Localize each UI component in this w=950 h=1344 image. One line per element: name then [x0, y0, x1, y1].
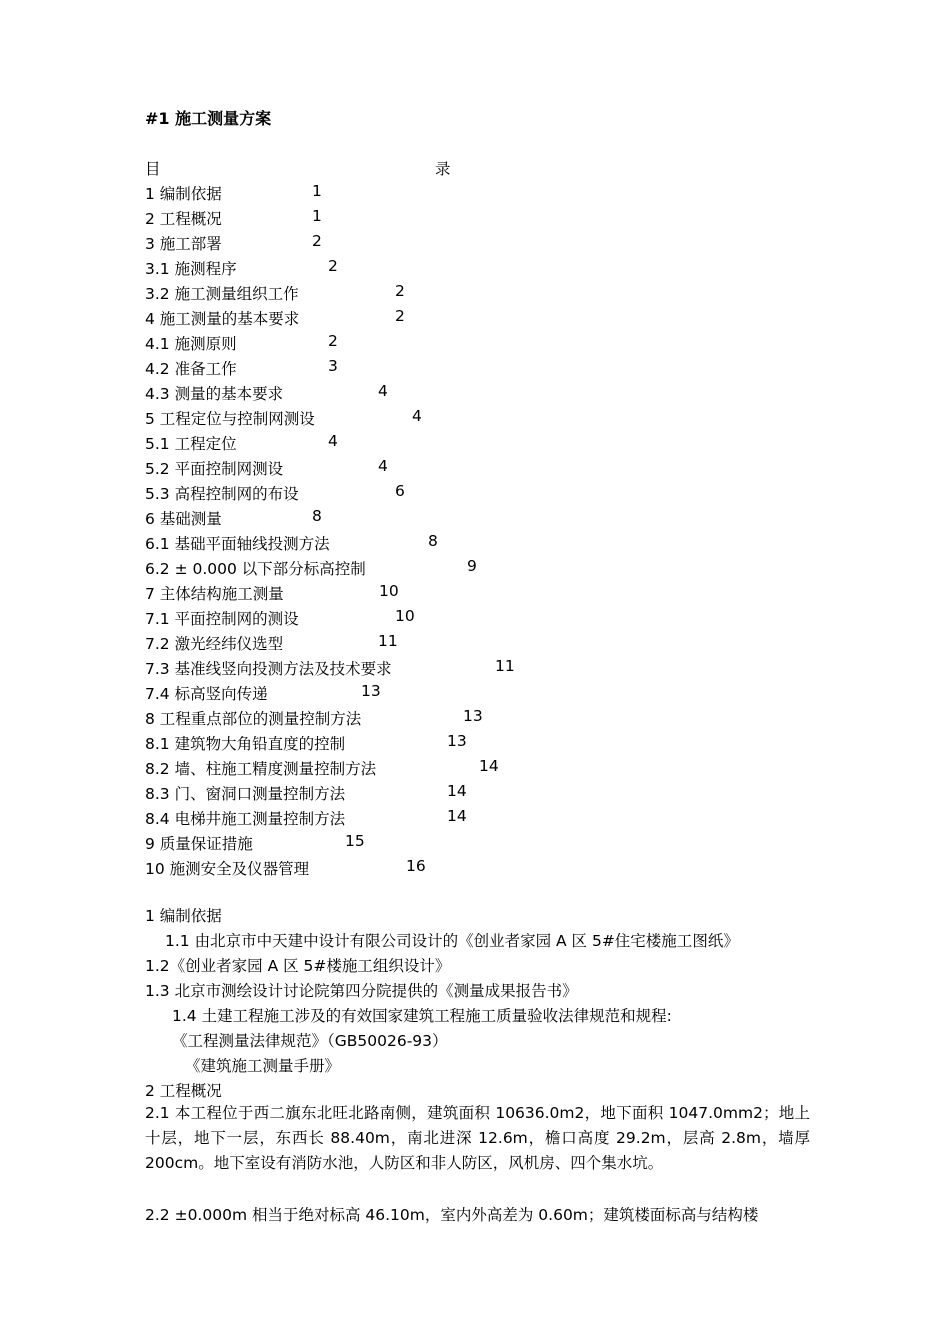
toc-item-label: 5.3 高程控制网的布设: [145, 485, 299, 503]
toc-item-page: 4: [328, 432, 338, 450]
basis-standard-1: 《工程测量法律规范》（GB50026-93）: [172, 1032, 448, 1050]
toc-item-page: 2: [328, 332, 338, 350]
toc-item-page: 14: [447, 782, 467, 800]
toc-item-page: 2: [395, 307, 405, 325]
toc-item-label: 7.3 基准线竖向投测方法及技术要求: [145, 660, 392, 678]
toc-item-label: 6.2 ± 0.000 以下部分标高控制: [145, 560, 366, 578]
toc-item-page: 14: [447, 807, 467, 825]
toc-item-page: 13: [463, 707, 483, 725]
toc-item-label: 6 基础测量: [145, 510, 222, 528]
toc-heading-right: 录: [435, 160, 451, 178]
toc-item-page: 15: [345, 832, 365, 850]
toc-item-label: 9 质量保证措施: [145, 835, 253, 853]
toc-item-page: 6: [395, 482, 405, 500]
toc-item-label: 8.4 电梯井施工测量控制方法: [145, 810, 346, 828]
toc-item-label: 5 工程定位与控制网测设: [145, 410, 315, 428]
toc-item-page: 4: [378, 457, 388, 475]
overview-paragraph-2-2: 2.2 ±0.000m 相当于绝对标高 46.10m，室内外高差为 0.60m；建筑楼面标高与结构楼: [145, 1206, 759, 1224]
toc-heading-left: 目: [145, 160, 161, 178]
toc-item-label: 5.1 工程定位: [145, 435, 237, 453]
toc-item-page: 11: [495, 657, 515, 675]
toc-item-label: 6.1 基础平面轴线投测方法: [145, 535, 330, 553]
basis-standard-2: 《建筑施工测量手册》: [185, 1057, 341, 1075]
toc-item-page: 16: [406, 857, 426, 875]
toc-item-label: 8.3 门、窗洞口测量控制方法: [145, 785, 346, 803]
toc-item-page: 1: [312, 207, 322, 225]
section-heading-basis: 1 编制依据: [145, 907, 222, 925]
toc-item-label: 4.3 测量的基本要求: [145, 385, 284, 403]
toc-item-label: 3.2 施工测量组织工作: [145, 285, 299, 303]
overview-paragraph-2-1: 2.1 本工程位于西二旗东北旺北路南侧，建筑面积 10636.0m2，地下面积 1047.0mm2；地上十层，地下一层，东西长 88.40m，南北进深 12.6m，檐口高度 29.2m，层高 2.8m，墙厚 200cm。地下室设有消防水池，人防区和非人防区，风机房、四个集水坑。: [145, 1104, 810, 1172]
page-title: #1 施工测量方案: [145, 109, 272, 128]
toc-item-page: 9: [467, 557, 477, 575]
toc-item-label: 4 施工测量的基本要求: [145, 310, 300, 328]
toc-item-page: 14: [479, 757, 499, 775]
section-heading-overview: 2 工程概况: [145, 1082, 222, 1100]
toc-item-label: 7.2 激光经纬仪选型: [145, 635, 284, 653]
toc-item-label: 4.1 施测原则: [145, 335, 237, 353]
toc-item-page: 2: [395, 282, 405, 300]
basis-item-1-4: 1.4 土建工程施工涉及的有效国家建筑工程施工质量验收法律规范和规程:: [172, 1007, 672, 1025]
toc-item-page: 4: [378, 382, 388, 400]
toc-item-page: 10: [395, 607, 415, 625]
toc-item-label: 10 施测安全及仪器管理: [145, 860, 310, 878]
toc-item-page: 13: [447, 732, 467, 750]
toc-item-page: 4: [412, 407, 422, 425]
toc-item-label: 2 工程概况: [145, 210, 222, 228]
toc-item-label: 8.2 墙、柱施工精度测量控制方法: [145, 760, 377, 778]
toc-item-page: 8: [312, 507, 322, 525]
toc-item-page: 2: [312, 232, 322, 250]
toc-item-label: 8.1 建筑物大角铅直度的控制: [145, 735, 346, 753]
toc-item-page: 2: [328, 257, 338, 275]
toc-item-label: 8 工程重点部位的测量控制方法: [145, 710, 362, 728]
toc-item-page: 11: [378, 632, 398, 650]
toc-item-label: 7.1 平面控制网的测设: [145, 610, 299, 628]
toc-item-label: 3 施工部署: [145, 235, 222, 253]
toc-item-label: 5.2 平面控制网测设: [145, 460, 284, 478]
toc-item-label: 7 主体结构施工测量: [145, 585, 284, 603]
toc-item-label: 4.2 准备工作: [145, 360, 237, 378]
toc-item-page: 8: [428, 532, 438, 550]
toc-item-page: 10: [379, 582, 399, 600]
toc-item-page: 3: [328, 357, 338, 375]
toc-item-label: 3.1 施测程序: [145, 260, 237, 278]
toc-item-label: 1 编制依据: [145, 185, 222, 203]
basis-item-1-2: 1.2《创业者家园 A 区 5#楼施工组织设计》: [145, 957, 451, 975]
basis-item-1-1: 1.1 由北京市中天建中设计有限公司设计的《创业者家园 A 区 5#住宅楼施工图纸》: [165, 932, 739, 950]
basis-item-1-3: 1.3 北京市测绘设计讨论院第四分院提供的《测量成果报告书》: [145, 982, 578, 1000]
toc-item-page: 13: [361, 682, 381, 700]
toc-item-label: 7.4 标高竖向传递: [145, 685, 268, 703]
toc-item-page: 1: [312, 182, 322, 200]
